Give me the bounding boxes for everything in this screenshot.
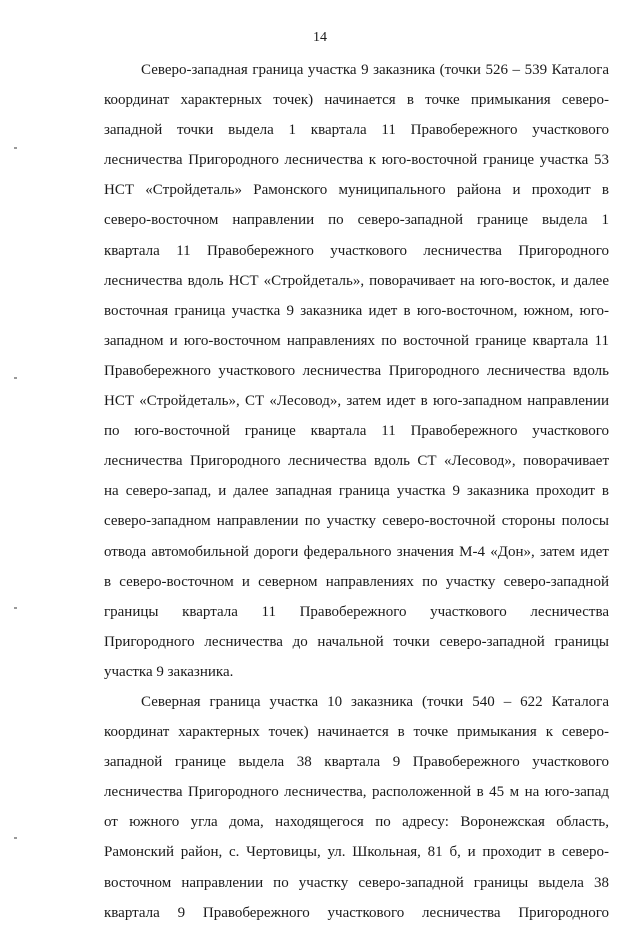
text-line: координат характерных точек) начинается в точке примыкания к северо- <box>104 724 609 741</box>
text-line: границы квартала 11 Правобережного участкового лесничества <box>104 603 609 620</box>
paragraph-boundary-plot-10 <box>104 687 609 928</box>
text-line: Северо-западная граница участка 9 заказника (точки 526 – 539 Каталога <box>141 62 609 78</box>
text-line: квартала 9 Правобережного участкового лесничества Пригородного <box>104 904 609 921</box>
text-line: северо-западном направлении по участку северо-восточной стороны полосы <box>104 513 609 530</box>
text-line: западном и юго-восточном направлениях по восточной границе квартала 11 <box>104 332 609 349</box>
text-line: участка 9 заказника. <box>104 663 234 680</box>
text-line: лесничества Пригородного лесничества к юго-восточной границе участка 53 <box>104 152 609 169</box>
margin-mark <box>14 147 17 149</box>
text-line: в северо-восточном и северном направлениях по участку северо-западной <box>104 573 609 590</box>
text-line: координат характерных точек) начинается в точке примыкания северо- <box>104 92 609 109</box>
text-line: северо-восточном направлении по северо-западной границе выдела 1 <box>104 212 609 229</box>
text-line: лесничества Пригородного лесничества вдоль СТ «Лесовод», поворачивает <box>104 453 609 470</box>
text-line: Пригородного лесничества до начальной точки северо-западной границы <box>104 633 609 650</box>
text-line: Правобережного участкового лесничества Пригородного лесничества вдоль <box>104 362 609 379</box>
text-line: западной точки выдела 1 квартала 11 Правобережного участкового <box>104 122 609 139</box>
text-line: лесничества вдоль НСТ «Стройдеталь», поворачивает на юго-восток, и далее <box>104 272 609 289</box>
text-line: НСТ «Стройдеталь», СТ «Лесовод», затем идет в юго-западном направлении <box>104 393 609 410</box>
text-line: лесничества Пригородного лесничества, расположенной в 45 м на юго-запад <box>104 784 609 801</box>
text-line: отвода автомобильной дороги федерального значения М-4 «Дон», затем идет <box>104 543 609 560</box>
text-line: от южного угла дома, находящегося по адресу: Воронежская область, <box>104 814 609 831</box>
text-line: по юго-восточной границе квартала 11 Правобережного участкового <box>104 423 609 440</box>
paragraph-boundary-plot-9 <box>104 55 609 687</box>
text-line: западной границе выдела 38 квартала 9 Правобережного участкового <box>104 754 609 771</box>
text-line: НСТ «Стройдеталь» Рамонского муниципального района и проходит в <box>104 182 609 199</box>
text-line: восточном направлении по участку северо-западной границы выдела 38 <box>104 874 609 891</box>
text-line: Рамонский район, с. Чертовицы, ул. Школьная, 81 б, и проходит в северо- <box>104 844 609 861</box>
text-line: на северо-запад, и далее западная граница участка 9 заказника проходит в <box>104 483 609 500</box>
margin-mark <box>14 607 17 609</box>
page-number: 14 <box>313 30 327 45</box>
text-line: Северная граница участка 10 заказника (точки 540 – 622 Каталога <box>141 693 609 710</box>
margin-mark <box>14 837 17 839</box>
body-text <box>104 55 609 928</box>
margin-mark <box>14 377 17 379</box>
text-line: восточная граница участка 9 заказника идет в юго-восточном, южном, юго- <box>104 302 609 319</box>
text-line: квартала 11 Правобережного участкового лесничества Пригородного <box>104 242 609 259</box>
